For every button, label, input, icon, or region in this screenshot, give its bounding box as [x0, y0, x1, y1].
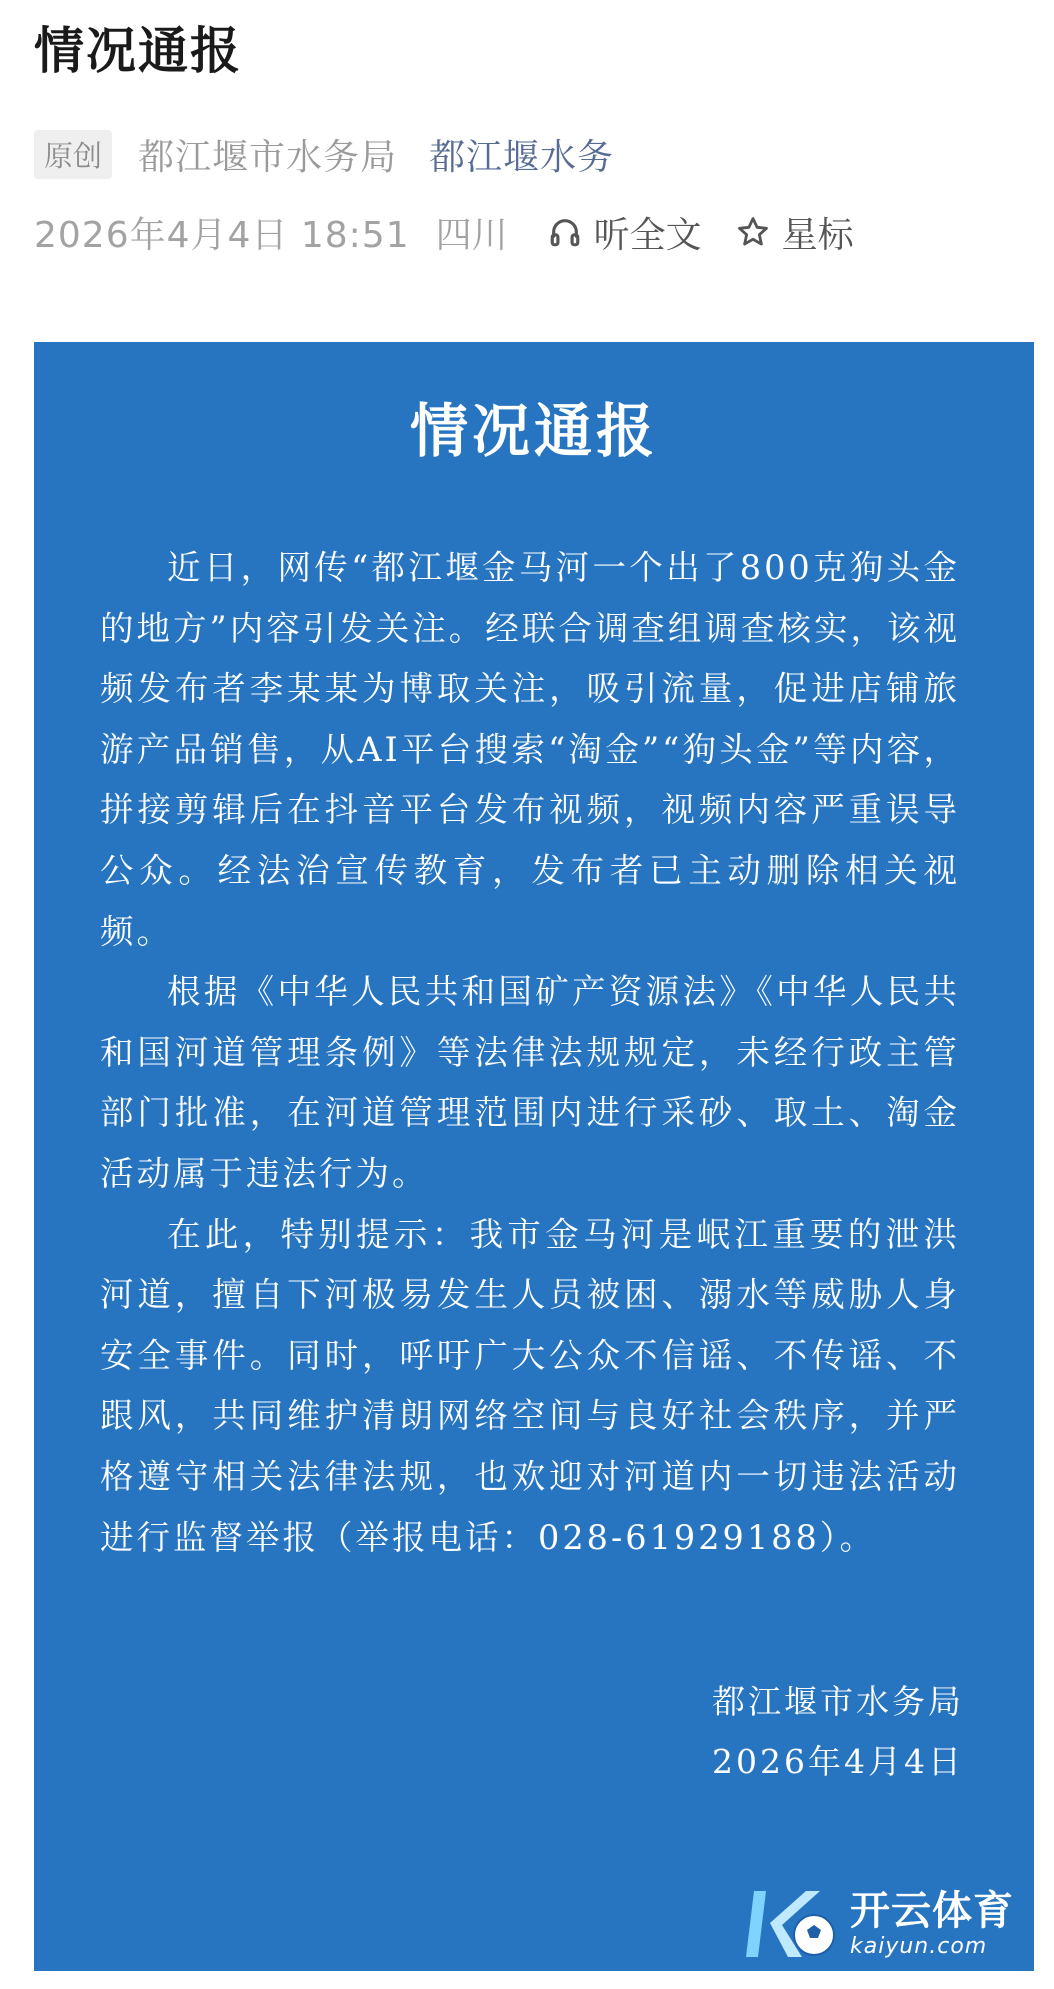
region-label: 四川	[435, 214, 508, 256]
article-publish-info	[34, 204, 854, 260]
notice-image	[34, 342, 1034, 1971]
notice-signature: 都江堰市水务局	[712, 1682, 964, 1721]
headphones-icon	[548, 215, 582, 249]
notice-body	[100, 538, 960, 1568]
star-icon	[736, 215, 770, 249]
original-badge: 原创	[34, 130, 112, 179]
listen-label: 听全文	[593, 214, 702, 256]
author-org: 都江堰市水务局	[138, 136, 398, 178]
notice-paragraph: 近日，网传“都江堰金马河一个出了800克狗头金的地方”内容引发关注。经联合调查组调查核实，该视频发布者李某某为博取关注，吸引流量，促进店铺旅游产品销售，从AI平台搜索“淘金”“狗头金”等内容，拼接剪辑后在抖音平台发布视频，视频内容严重误导公众。经法治宣传教育，发布者已主动删除相关视频。	[100, 548, 960, 951]
notice-signature-block	[712, 1672, 964, 1792]
notice-paragraph: 在此，特别提示：我市金马河是岷江重要的泄洪河道，擅自下河极易发生人员被困、溺水等威胁人身安全事件。同时，呼吁广大公众不信谣、不传谣、不跟风，共同维护清朗网络空间与良好社会秩序，并严格遵守相关法律法规，也欢迎对河道内一切违法活动进行监督举报（举报电话：028-61929188）。	[100, 1214, 960, 1557]
star-label: 星标	[781, 214, 854, 256]
page-title: 情况通报	[34, 22, 242, 80]
publish-date: 2026年4月4日 18:51	[34, 214, 410, 256]
notice-title: 情况通报	[409, 397, 658, 465]
account-link[interactable]: 都江堰水务	[429, 136, 615, 178]
watermark-name: 开云体育	[850, 1888, 1014, 1934]
kaiyun-logo-icon	[736, 1879, 846, 1969]
listen-button[interactable]	[548, 207, 702, 258]
watermark	[736, 1879, 1026, 1969]
notice-date: 2026年4月4日	[712, 1742, 964, 1781]
notice-paragraph: 根据《中华人民共和国矿产资源法》《中华人民共和国河道管理条例》等法律法规规定，未经行政主管部门批准，在河道管理范围内进行采砂、取土、淘金活动属于违法行为。	[100, 972, 960, 1193]
watermark-domain: kaiyun.com	[850, 1934, 988, 1959]
star-button[interactable]	[736, 207, 854, 258]
article-meta	[34, 126, 614, 182]
